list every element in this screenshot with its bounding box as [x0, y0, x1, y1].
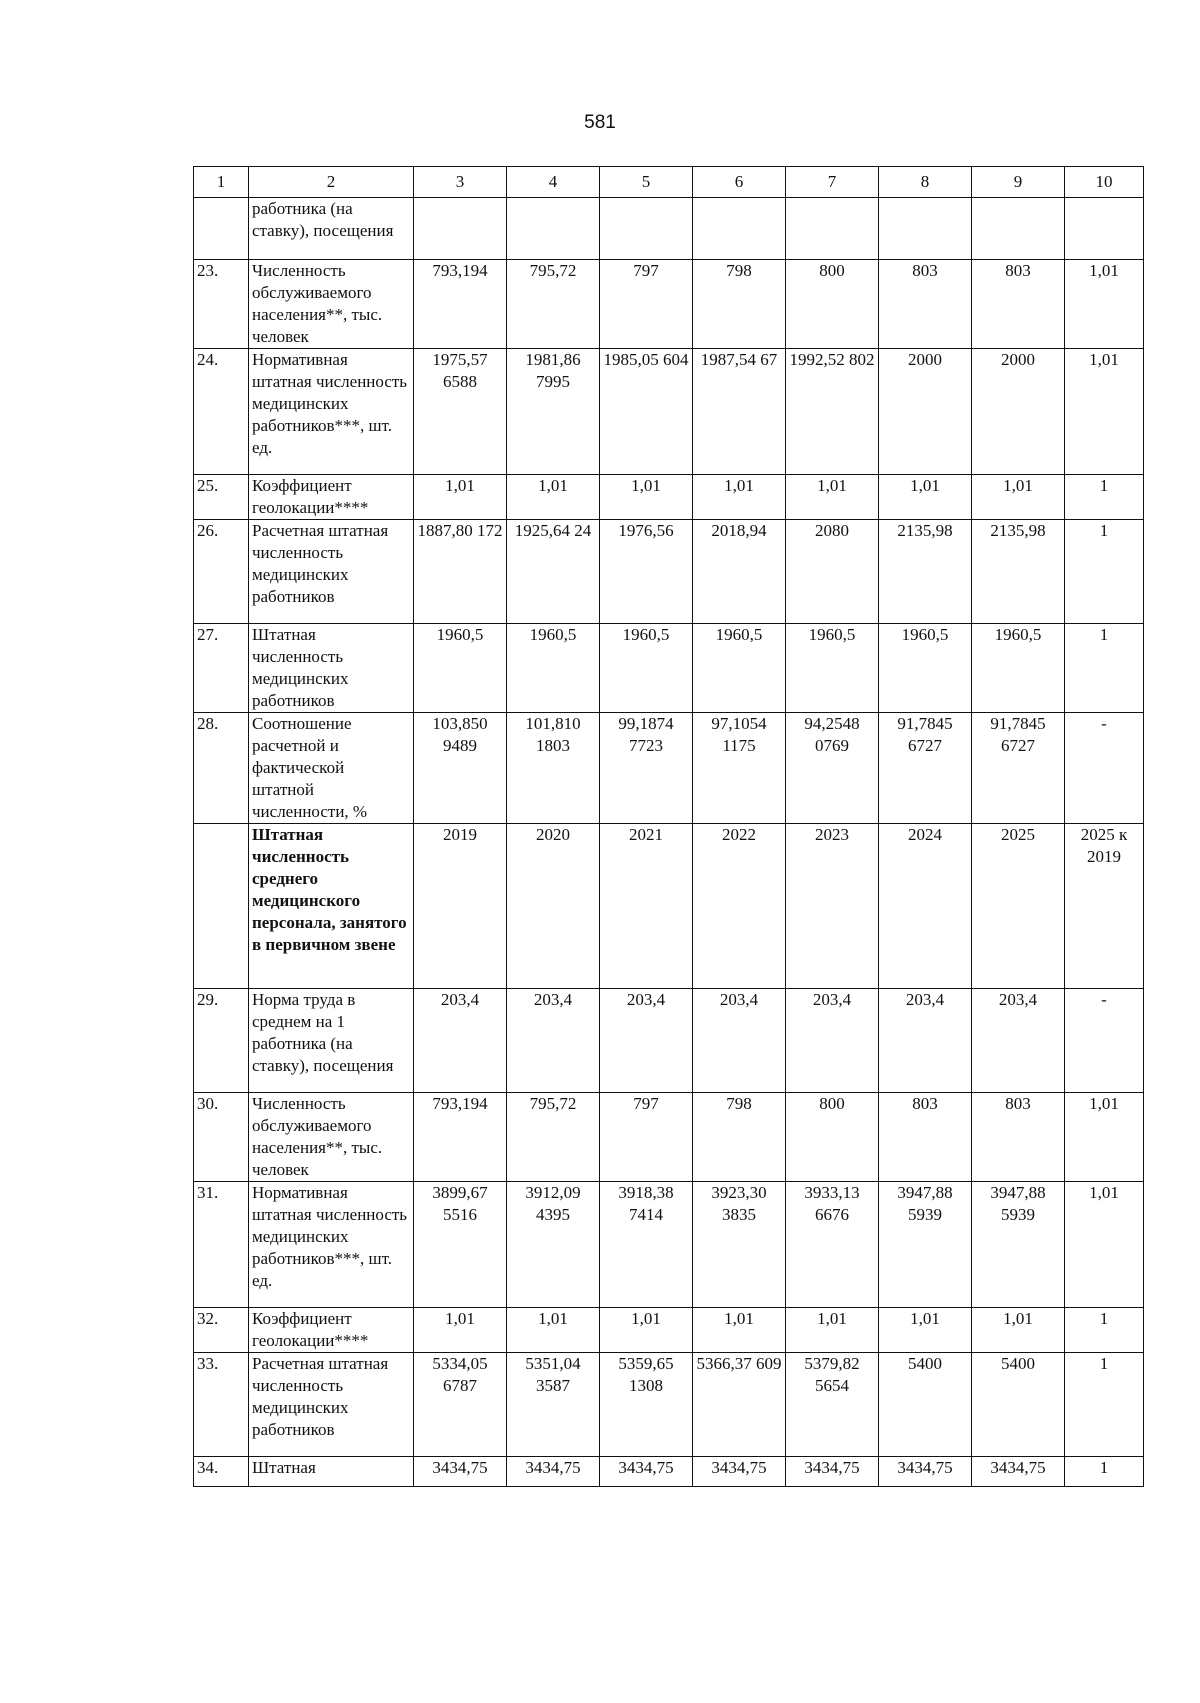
value-cell: - [1065, 989, 1144, 1093]
value-cell: 795,72 [507, 1093, 600, 1182]
row-label: Соотношение расчетной и фактической штатной численности, % [249, 713, 414, 824]
value-cell: 2023 [786, 824, 879, 989]
value-cell: 203,4 [414, 989, 507, 1093]
value-cell: 1,01 [693, 1308, 786, 1353]
value-cell: 1960,5 [414, 624, 507, 713]
value-cell: 2019 [414, 824, 507, 989]
row-number [194, 198, 249, 260]
row-number: 31. [194, 1182, 249, 1308]
value-cell: 800 [786, 260, 879, 349]
value-cell: 1,01 [507, 475, 600, 520]
value-cell: 2020 [507, 824, 600, 989]
row-number: 28. [194, 713, 249, 824]
value-cell: 1,01 [414, 475, 507, 520]
value-cell: 795,72 [507, 260, 600, 349]
value-cell: 2024 [879, 824, 972, 989]
value-cell: 5400 [972, 1353, 1065, 1457]
row-label: Численность обслуживаемого населения**, тыс. человек [249, 1093, 414, 1182]
row-label: Численность обслуживаемого населения**, тыс. человек [249, 260, 414, 349]
value-cell: 1960,5 [972, 624, 1065, 713]
row-label: Коэффициент геолокации**** [249, 475, 414, 520]
value-cell: 2000 [972, 349, 1065, 475]
value-cell: 203,4 [693, 989, 786, 1093]
column-header: 5 [600, 167, 693, 198]
table-row [194, 1457, 1144, 1487]
value-cell: 203,4 [786, 989, 879, 1093]
row-number: 33. [194, 1353, 249, 1457]
table-row [194, 713, 1144, 824]
value-cell: 797 [600, 260, 693, 349]
row-number: 26. [194, 520, 249, 624]
value-cell: 101,810 1803 [507, 713, 600, 824]
row-label: Норма труда в среднем на 1 работника (на ставку), посещения [249, 989, 414, 1093]
column-header: 1 [194, 167, 249, 198]
value-cell: 798 [693, 260, 786, 349]
value-cell: 800 [786, 1093, 879, 1182]
value-cell: 3947,88 5939 [879, 1182, 972, 1308]
value-cell: 203,4 [972, 989, 1065, 1093]
row-number: 27. [194, 624, 249, 713]
value-cell: 2018,94 [693, 520, 786, 624]
staffing-table [193, 166, 1144, 1487]
value-cell: 3947,88 5939 [972, 1182, 1065, 1308]
value-cell: - [1065, 713, 1144, 824]
value-cell: 1,01 [600, 475, 693, 520]
value-cell: 3434,75 [972, 1457, 1065, 1487]
column-header: 10 [1065, 167, 1144, 198]
value-cell [507, 198, 600, 260]
value-cell: 3434,75 [879, 1457, 972, 1487]
value-cell [786, 198, 879, 260]
value-cell: 1 [1065, 624, 1144, 713]
column-header: 9 [972, 167, 1065, 198]
table-row [194, 260, 1144, 349]
value-cell: 203,4 [600, 989, 693, 1093]
value-cell: 3434,75 [507, 1457, 600, 1487]
header-row [194, 167, 1144, 198]
row-number: 32. [194, 1308, 249, 1353]
value-cell: 1,01 [972, 475, 1065, 520]
value-cell: 1992,52 802 [786, 349, 879, 475]
value-cell: 103,850 9489 [414, 713, 507, 824]
value-cell: 5334,05 6787 [414, 1353, 507, 1457]
value-cell: 2021 [600, 824, 693, 989]
value-cell: 1981,86 7995 [507, 349, 600, 475]
value-cell: 2080 [786, 520, 879, 624]
value-cell: 1,01 [972, 1308, 1065, 1353]
column-header: 4 [507, 167, 600, 198]
table-row [194, 989, 1144, 1093]
column-header: 7 [786, 167, 879, 198]
value-cell: 1 [1065, 475, 1144, 520]
value-cell: 1,01 [1065, 1182, 1144, 1308]
value-cell: 1960,5 [786, 624, 879, 713]
value-cell [879, 198, 972, 260]
table-header [194, 167, 1144, 198]
value-cell: 5379,82 5654 [786, 1353, 879, 1457]
value-cell: 1960,5 [879, 624, 972, 713]
value-cell: 94,2548 0769 [786, 713, 879, 824]
value-cell: 3912,09 4395 [507, 1182, 600, 1308]
column-header: 6 [693, 167, 786, 198]
value-cell [600, 198, 693, 260]
table-row [194, 1182, 1144, 1308]
table-row [194, 475, 1144, 520]
row-number [194, 824, 249, 989]
value-cell: 91,7845 6727 [972, 713, 1065, 824]
value-cell: 803 [879, 1093, 972, 1182]
value-cell: 99,1874 7723 [600, 713, 693, 824]
value-cell: 793,194 [414, 1093, 507, 1182]
value-cell: 1,01 [879, 1308, 972, 1353]
value-cell: 1,01 [600, 1308, 693, 1353]
value-cell: 798 [693, 1093, 786, 1182]
value-cell: 3899,67 5516 [414, 1182, 507, 1308]
value-cell: 3923,30 3835 [693, 1182, 786, 1308]
value-cell: 1985,05 604 [600, 349, 693, 475]
row-label: Нормативная штатная численность медицинских работников***, шт. ед. [249, 1182, 414, 1308]
section-row [194, 824, 1144, 989]
value-cell: 1,01 [786, 1308, 879, 1353]
row-number: 23. [194, 260, 249, 349]
value-cell: 3918,38 7414 [600, 1182, 693, 1308]
value-cell: 1,01 [786, 475, 879, 520]
value-cell: 1887,80 172 [414, 520, 507, 624]
row-number: 29. [194, 989, 249, 1093]
page-number: 581 [584, 112, 616, 133]
table-row [194, 349, 1144, 475]
value-cell: 5359,65 1308 [600, 1353, 693, 1457]
row-label: Расчетная штатная численность медицинских работников [249, 1353, 414, 1457]
row-label: Штатная численность медицинских работников [249, 624, 414, 713]
value-cell: 797 [600, 1093, 693, 1182]
value-cell [1065, 198, 1144, 260]
row-number: 25. [194, 475, 249, 520]
row-label: Коэффициент геолокации**** [249, 1308, 414, 1353]
column-header: 3 [414, 167, 507, 198]
value-cell: 793,194 [414, 260, 507, 349]
value-cell: 1975,57 6588 [414, 349, 507, 475]
row-label: Штатная численность среднего медицинского персонала, занятого в первичном звене [249, 824, 414, 989]
table-row [194, 198, 1144, 260]
row-number: 34. [194, 1457, 249, 1487]
value-cell: 1 [1065, 1457, 1144, 1487]
table-body [194, 198, 1144, 1487]
value-cell: 97,1054 1175 [693, 713, 786, 824]
value-cell: 2022 [693, 824, 786, 989]
row-label: Нормативная штатная численность медицинских работников***, шт. ед. [249, 349, 414, 475]
value-cell: 803 [879, 260, 972, 349]
value-cell: 2135,98 [972, 520, 1065, 624]
value-cell: 1,01 [414, 1308, 507, 1353]
row-number: 24. [194, 349, 249, 475]
value-cell: 2135,98 [879, 520, 972, 624]
value-cell: 1 [1065, 520, 1144, 624]
row-label: работника (на ставку), посещения [249, 198, 414, 260]
value-cell: 91,7845 6727 [879, 713, 972, 824]
table-row [194, 1308, 1144, 1353]
value-cell: 3434,75 [600, 1457, 693, 1487]
value-cell: 1,01 [1065, 260, 1144, 349]
value-cell: 1960,5 [600, 624, 693, 713]
column-header: 2 [249, 167, 414, 198]
value-cell: 5366,37 609 [693, 1353, 786, 1457]
value-cell: 1960,5 [507, 624, 600, 713]
table-row [194, 520, 1144, 624]
value-cell [972, 198, 1065, 260]
value-cell: 1 [1065, 1308, 1144, 1353]
table-row [194, 1353, 1144, 1457]
value-cell: 2025 [972, 824, 1065, 989]
value-cell: 803 [972, 260, 1065, 349]
value-cell: 1925,64 24 [507, 520, 600, 624]
value-cell: 1,01 [693, 475, 786, 520]
value-cell: 3434,75 [414, 1457, 507, 1487]
value-cell: 3434,75 [786, 1457, 879, 1487]
value-cell [414, 198, 507, 260]
value-cell: 1 [1065, 1353, 1144, 1457]
value-cell: 5351,04 3587 [507, 1353, 600, 1457]
value-cell: 803 [972, 1093, 1065, 1182]
row-label: Штатная [249, 1457, 414, 1487]
value-cell: 1,01 [1065, 349, 1144, 475]
value-cell: 2000 [879, 349, 972, 475]
value-cell: 1,01 [879, 475, 972, 520]
value-cell: 1,01 [507, 1308, 600, 1353]
row-label: Расчетная штатная численность медицинских работников [249, 520, 414, 624]
value-cell [693, 198, 786, 260]
column-header: 8 [879, 167, 972, 198]
value-cell: 1976,56 [600, 520, 693, 624]
value-cell: 1960,5 [693, 624, 786, 713]
table-row [194, 624, 1144, 713]
value-cell: 5400 [879, 1353, 972, 1457]
row-number: 30. [194, 1093, 249, 1182]
value-cell: 3933,13 6676 [786, 1182, 879, 1308]
value-cell: 203,4 [879, 989, 972, 1093]
value-cell: 3434,75 [693, 1457, 786, 1487]
value-cell: 1,01 [1065, 1093, 1144, 1182]
value-cell: 203,4 [507, 989, 600, 1093]
value-cell: 1987,54 67 [693, 349, 786, 475]
value-cell: 2025 к 2019 [1065, 824, 1144, 989]
table-row [194, 1093, 1144, 1182]
